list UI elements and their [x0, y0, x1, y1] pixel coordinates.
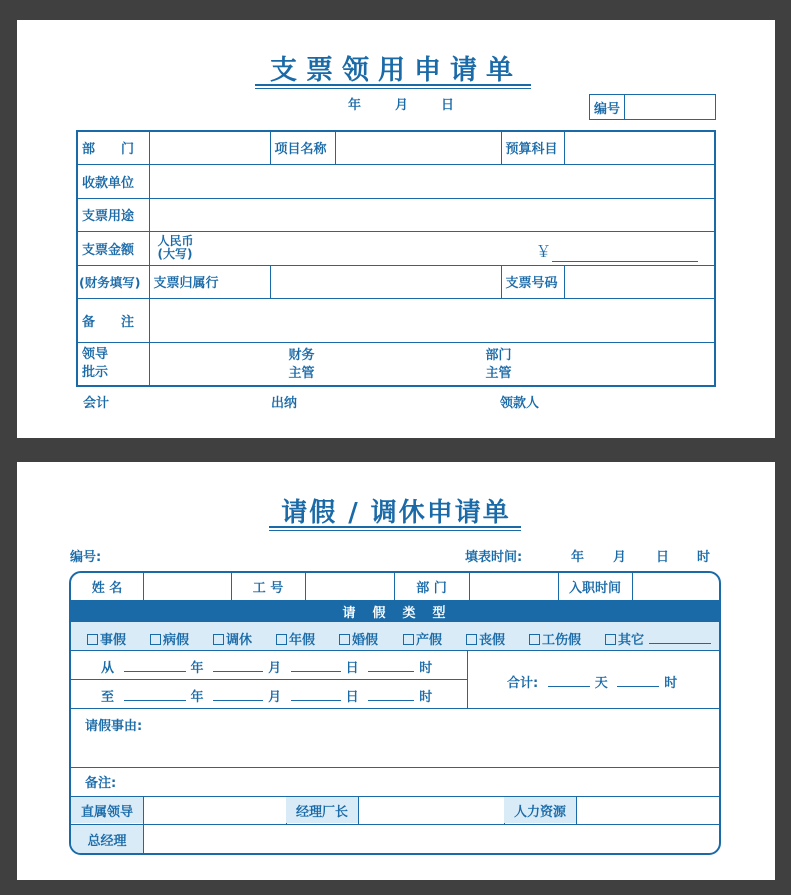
- year-label: 年: [348, 98, 362, 113]
- type-personal[interactable]: [87, 629, 126, 648]
- to-day-label: 日: [345, 690, 359, 705]
- rmb-label: 人民币: [157, 233, 194, 248]
- deptmgr-label-line1: 部门: [485, 347, 512, 363]
- hr-label: 人力资源: [504, 797, 576, 823]
- payee-field[interactable]: [149, 164, 715, 198]
- amount-line: [552, 249, 698, 262]
- reason-label: 请假事由:: [85, 719, 143, 734]
- amount-label: 支票金额: [77, 231, 149, 265]
- leader-label-line2: 批示: [82, 364, 109, 380]
- days-label: 天: [594, 676, 608, 691]
- type-injury-label: 工伤假: [542, 633, 582, 648]
- total-days-field[interactable]: [548, 674, 590, 687]
- staff-no-label: 工 号: [252, 581, 284, 596]
- type-annual[interactable]: [276, 629, 315, 648]
- checkbox-icon: [529, 634, 540, 645]
- from-month-field[interactable]: [213, 659, 263, 672]
- staff-no-field[interactable]: [306, 573, 394, 600]
- receiver-label: 领款人: [500, 396, 540, 411]
- title-underline: [269, 526, 521, 531]
- cheque-request-form: [17, 20, 775, 438]
- deptmgr-label-line2: 主管: [485, 365, 512, 381]
- to-year-label: 年: [190, 690, 204, 705]
- fill-time-label: 填表时间:: [465, 550, 523, 565]
- to-row: [101, 686, 432, 705]
- cheque-form-title: 支票领用申请单: [270, 55, 522, 86]
- finance-label-line1: 财务: [288, 347, 315, 363]
- type-bereavement-label: 丧假: [479, 633, 506, 648]
- type-annual-label: 年假: [289, 633, 316, 648]
- from-hour-field[interactable]: [368, 659, 414, 672]
- dept-label: 部 门: [77, 131, 149, 164]
- number-label: 编号: [590, 95, 625, 119]
- fill-day-label: 日: [656, 550, 670, 565]
- other-line: [649, 631, 711, 644]
- leave-table: [69, 571, 721, 855]
- direct-leader-label: 直属领导: [71, 797, 143, 823]
- project-field[interactable]: [335, 131, 501, 164]
- from-row: [101, 657, 432, 676]
- remark-label: 备注:: [85, 776, 117, 791]
- cheque-no-label: 支票号码: [501, 265, 564, 298]
- day-label: 日: [441, 98, 455, 113]
- type-sick[interactable]: [150, 629, 189, 648]
- title-underline: [255, 84, 531, 89]
- budget-field[interactable]: [564, 131, 715, 164]
- month-label: 月: [395, 98, 409, 113]
- leave-type-header: 请 假 类 型: [71, 601, 719, 622]
- to-hour-label: 时: [419, 690, 433, 705]
- cashier-label: 出纳: [271, 396, 298, 411]
- name-label: 姓 名: [91, 581, 123, 596]
- fill-hour-label: 时: [697, 550, 711, 565]
- dept-field[interactable]: [470, 573, 558, 600]
- remark-row[interactable]: [71, 768, 719, 797]
- checkbox-icon: [466, 634, 477, 645]
- type-marriage-label: 婚假: [352, 633, 379, 648]
- from-year-field[interactable]: [124, 659, 186, 672]
- to-label: 至: [101, 690, 115, 705]
- remark-label: 备 注: [77, 298, 149, 342]
- cheque-no-field[interactable]: [564, 265, 715, 298]
- fill-month-label: 月: [613, 550, 627, 565]
- type-marriage[interactable]: [339, 629, 378, 648]
- usage-field[interactable]: [149, 198, 715, 231]
- type-compensatory[interactable]: [213, 629, 252, 648]
- number-field[interactable]: [625, 95, 715, 119]
- finance-fill-label: (财务填写): [77, 265, 149, 298]
- accountant-label: 会计: [83, 396, 110, 411]
- to-month-field[interactable]: [213, 688, 263, 701]
- daxie-label: (大写): [157, 246, 193, 261]
- dept-supervisor-label: [486, 347, 512, 383]
- divider: [71, 679, 467, 680]
- to-day-field[interactable]: [291, 688, 341, 701]
- project-label: 项目名称: [270, 131, 335, 164]
- checkbox-icon: [276, 634, 287, 645]
- from-day-label: 日: [345, 661, 359, 676]
- entry-time-field[interactable]: [633, 573, 719, 600]
- finance-supervisor-label: [289, 347, 315, 383]
- dept-label: 部 门: [416, 581, 447, 596]
- usage-label: 支票用途: [77, 198, 149, 231]
- type-personal-label: 事假: [100, 633, 127, 648]
- hours-label: 时: [664, 676, 678, 691]
- checkbox-icon: [605, 634, 616, 645]
- hr-field[interactable]: [577, 797, 719, 824]
- from-day-field[interactable]: [291, 659, 341, 672]
- checkbox-icon: [150, 634, 161, 645]
- name-field[interactable]: [144, 573, 231, 600]
- type-maternity-label: 产假: [416, 633, 443, 648]
- entry-time-label: 入职时间: [568, 581, 621, 596]
- checkbox-icon: [403, 634, 414, 645]
- reason-row[interactable]: [71, 709, 719, 768]
- type-other[interactable]: [605, 629, 711, 648]
- factory-manager-label: 经理厂长: [286, 797, 358, 823]
- type-other-label: 其它: [618, 633, 645, 648]
- bank-field[interactable]: [270, 265, 501, 298]
- leader-label-line1: 领导: [82, 346, 109, 362]
- type-injury[interactable]: [529, 629, 581, 648]
- to-month-label: 月: [268, 690, 282, 705]
- total-row: [507, 672, 677, 691]
- from-year-label: 年: [190, 661, 204, 676]
- divider: [467, 651, 468, 708]
- leave-form-title: 请假 / 调休申请单: [281, 498, 511, 528]
- fill-year-label: 年: [571, 550, 585, 565]
- payee-label: 收款单位: [77, 164, 149, 198]
- bank-label: 支票归属行: [149, 265, 270, 298]
- cheque-table: [76, 130, 716, 387]
- checkbox-icon: [87, 634, 98, 645]
- approval-area: [149, 342, 715, 386]
- checkbox-icon: [339, 634, 350, 645]
- gm-label: 总经理: [71, 825, 143, 853]
- from-month-label: 月: [268, 661, 282, 676]
- gm-field[interactable]: [144, 825, 719, 853]
- number-box: [589, 94, 716, 120]
- number-label: 编号:: [70, 550, 102, 565]
- to-hour-field[interactable]: [368, 688, 414, 701]
- amount-field[interactable]: [149, 231, 715, 265]
- checkbox-icon: [213, 634, 224, 645]
- remark-field[interactable]: [149, 298, 715, 342]
- direct-leader-field[interactable]: [144, 797, 286, 824]
- type-bereavement[interactable]: [466, 629, 505, 648]
- total-label: 合计:: [507, 676, 539, 691]
- type-maternity[interactable]: [403, 629, 442, 648]
- leader-approval-label: [77, 342, 149, 386]
- total-hours-field[interactable]: [617, 674, 659, 687]
- type-sick-label: 病假: [163, 633, 190, 648]
- from-hour-label: 时: [419, 661, 433, 676]
- leave-request-form: [17, 462, 775, 880]
- yen-sign: ￥: [535, 241, 552, 261]
- finance-label-line2: 主管: [288, 365, 315, 381]
- type-compensatory-label: 调休: [226, 633, 253, 648]
- from-label: 从: [101, 661, 115, 676]
- budget-label: 预算科目: [501, 131, 564, 164]
- factory-manager-field[interactable]: [359, 797, 504, 824]
- to-year-field[interactable]: [124, 688, 186, 701]
- dept-field[interactable]: [149, 131, 270, 164]
